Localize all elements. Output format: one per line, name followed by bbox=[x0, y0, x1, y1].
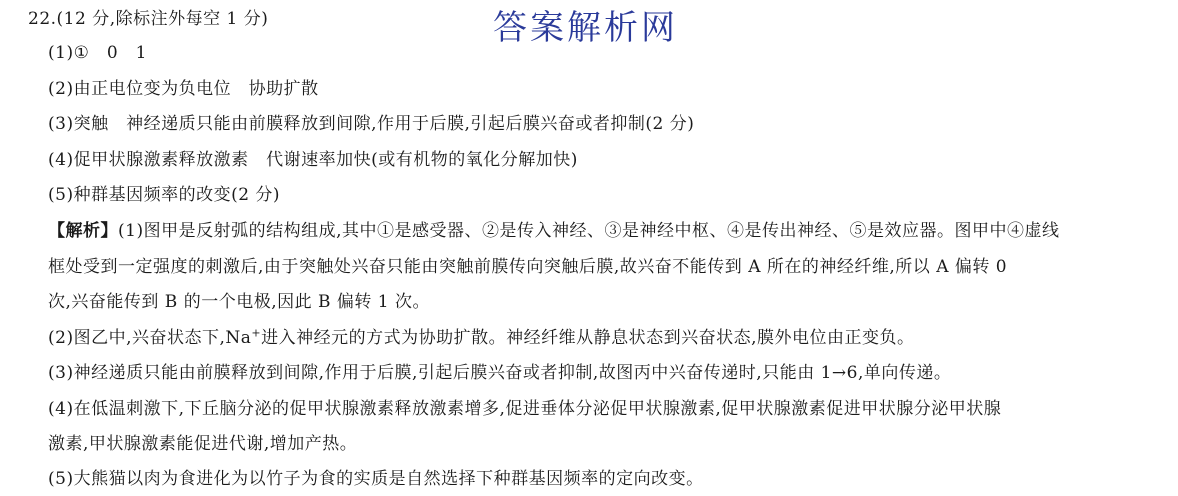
analysis-paragraph-3: (3)神经递质只能由前膜释放到间隙,作用于后膜,引起后膜兴奋或者抑制,故图丙中兴奋传递时,只能由 1→6,单向传递。 bbox=[48, 363, 952, 383]
analysis-paragraph-4-line-2: 激素,甲状腺激素能促进代谢,增加产热。 bbox=[48, 434, 358, 454]
analysis-paragraph-1-line-2: 框处受到一定强度的刺激后,由于突触处兴奋只能由突触前膜传向突触后膜,故兴奋不能传到 A 所在的神经纤维,所以 A 偏转 0 bbox=[48, 257, 1008, 277]
analysis-p2-before: (2)图乙中,兴奋状态下,Na bbox=[48, 328, 252, 348]
analysis-tag: 【解析】 bbox=[48, 221, 118, 241]
watermark-logo-text: 答案解析网 bbox=[493, 8, 678, 48]
answer-2: (2)由正电位变为负电位 协助扩散 bbox=[48, 79, 319, 99]
answer-4: (4)促甲状腺激素释放激素 代谢速率加快(或有机物的氧化分解加快) bbox=[48, 150, 578, 170]
question-header: 22.(12 分,除标注外每空 1 分) bbox=[28, 9, 269, 29]
analysis-paragraph-2 bbox=[48, 327, 915, 349]
analysis-paragraph-1-line-3: 次,兴奋能传到 B 的一个电极,因此 B 偏转 1 次。 bbox=[48, 292, 431, 312]
analysis-paragraph-5: (5)大熊猫以肉为食进化为以竹子为食的实质是自然选择下种群基因频率的定向改变。 bbox=[48, 469, 704, 489]
answer-1: (1)① 0 1 bbox=[48, 43, 147, 63]
analysis-p1-line1-text: (1)图甲是反射弧的结构组成,其中①是感受器、②是传入神经、③是神经中枢、④是传出神经、⑤是效应器。图甲中④虚线 bbox=[118, 221, 1060, 241]
analysis-p2-after: 进入神经元的方式为协助扩散。神经纤维从静息状态到兴奋状态,膜外电位由正变负。 bbox=[261, 328, 915, 348]
analysis-paragraph-1-line-1 bbox=[48, 220, 1059, 242]
analysis-p2-superscript: + bbox=[251, 326, 262, 340]
answer-3: (3)突触 神经递质只能由前膜释放到间隙,作用于后膜,引起后膜兴奋或者抑制(2 分) bbox=[48, 114, 695, 134]
answer-5: (5)种群基因频率的改变(2 分) bbox=[48, 185, 281, 205]
analysis-paragraph-4-line-1: (4)在低温刺激下,下丘脑分泌的促甲状腺激素释放激素增多,促进垂体分泌促甲状腺激素,促甲状腺激素促进甲状腺分泌甲状腺 bbox=[48, 399, 1002, 419]
